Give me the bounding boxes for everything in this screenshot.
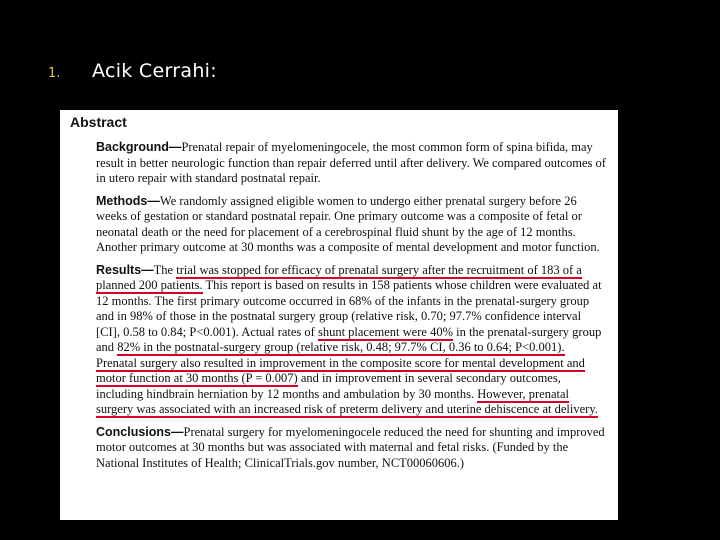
- results-highlight-trial-stopped: trial was stopped for efficacy of prenatal surgery after the recruitment of 183 of a planned 200 patients.: [96, 262, 582, 292]
- list-item-title: Acik Cerrahi:: [92, 60, 217, 82]
- results-highlight-shunt-rate: shunt placement were 40%: [317, 324, 453, 339]
- slide-list-item: [48, 60, 217, 82]
- background-paragraph: [96, 140, 608, 187]
- results-text: and in improvement in several secondary outcomes, including hindbrain herniation by 12 months and ambulation by 30 months.: [96, 371, 561, 401]
- methods-paragraph: [96, 194, 608, 256]
- conclusions-heading: Conclusions—: [96, 424, 184, 439]
- conclusions-text: Prenatal surgery for myelomeningocele reduced the need for shunting and improved motor outcomes at 30 months but was associated with maternal and fetal risks. (Funded by the National Institutes of Health; ClinicalTrials.gov number, NCT00060606.): [96, 424, 605, 470]
- conclusions-paragraph: [96, 425, 608, 472]
- methods-heading: Methods—: [96, 193, 160, 208]
- results-paragraph: [96, 263, 608, 418]
- background-heading: Background—: [96, 140, 182, 154]
- results-text: This report is based on results in 158 patients whose children were evaluated at 12 months. The first primary outcome occurred in 68% of the infants in the prenatal-surgery group and in 98% of those in the postnatal surgery group (relative risk, 0.70; 97.7% confidence interval [CI], 0.58 to 0.84; P<0.001). Actual rates of: [96, 278, 602, 339]
- abstract-image: [60, 110, 618, 520]
- methods-text: We randomly assigned eligible women to undergo either prenatal surgery before 26 weeks of gestation or standard postnatal repair. One primary outcome was a composite of fetal or neonatal death or the need for placement of a cerebrospinal fluid shunt by the age of 12 months. Another primary outcome at 30 months was a composite of mental development and motor function.: [96, 193, 600, 254]
- results-heading: Results—: [96, 262, 154, 277]
- background-text: Prenatal repair of myelomeningocele, the most common form of spina bifida, may result in better neurologic function than repair deferred until after delivery. We compared outcomes of in utero repair with standard postnatal repair.: [96, 140, 606, 185]
- abstract-title: Abstract: [70, 114, 127, 130]
- results-text: The: [153, 262, 177, 277]
- results-highlight-postnatal-rate: 82% in the postnatal-surgery group (relative risk, 0.48; 97.7% CI, 0.36 to 0.64; P<0.001).: [117, 340, 565, 354]
- results-highlight-preterm-risk: However, prenatal surgery was associated with an increased risk of preterm delivery and uterine dehiscence at delivery.: [96, 386, 598, 416]
- results-text: in the prenatal-surgery group and: [96, 324, 602, 354]
- results-highlight-motor-function: Prenatal surgery also resulted in improvement in the composite score for mental development and motor function at 30 months (P = 0.007): [96, 355, 585, 385]
- list-item-number: 1.: [48, 66, 61, 81]
